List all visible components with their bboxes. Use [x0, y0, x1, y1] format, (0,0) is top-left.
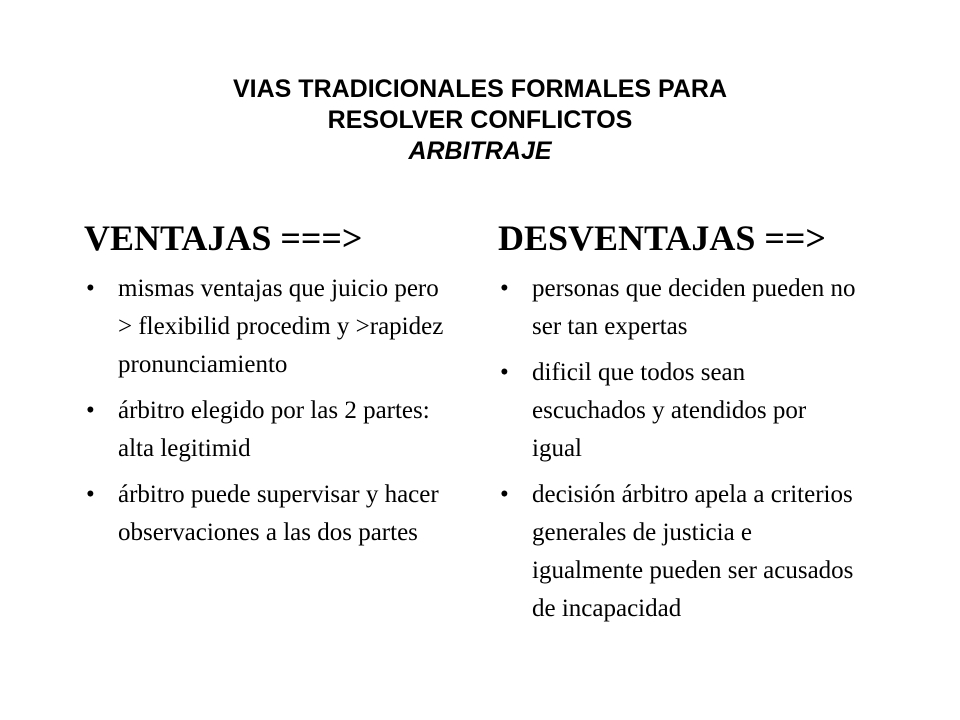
list-item-text: árbitro puede supervisar y hacer observaciones a las dos partes — [118, 481, 439, 546]
advantages-list — [84, 270, 464, 552]
bullet-icon: • — [86, 481, 95, 508]
bullet-icon: • — [500, 481, 509, 508]
list-item-text: mismas ventajas que juicio pero > flexibilid procedim y >rapidez pronunciamiento — [118, 275, 444, 378]
title-subtitle: ARBITRAJE — [408, 137, 552, 165]
list-item — [498, 270, 862, 346]
list-item — [498, 476, 862, 628]
list-item-text: árbitro elegido por las 2 partes: alta legitimid — [118, 397, 430, 462]
advantages-column — [84, 216, 464, 560]
disadvantages-heading: DESVENTAJAS ==> — [498, 218, 826, 258]
title-line-1: VIAS TRADICIONALES FORMALES PARA — [233, 75, 727, 103]
list-item — [84, 476, 456, 552]
bullet-icon: • — [500, 359, 509, 386]
title-line-2: RESOLVER CONFLICTOS — [327, 106, 633, 134]
disadvantages-list — [498, 270, 888, 628]
list-item — [84, 392, 456, 468]
advantages-heading: VENTAJAS ===> — [84, 218, 363, 258]
bullet-icon: • — [500, 275, 509, 302]
list-item — [84, 270, 456, 384]
bullet-icon: • — [86, 397, 95, 424]
list-item-text: decisión árbitro apela a criterios generales de justicia e igualmente pueden ser acusados de incapacidad — [532, 481, 854, 622]
bullet-icon: • — [86, 275, 95, 302]
list-item-text: dificil que todos sean escuchados y atendidos por igual — [532, 359, 807, 462]
slide-title — [80, 74, 880, 167]
list-item — [498, 354, 862, 468]
list-item-text: personas que deciden pueden no ser tan expertas — [532, 275, 856, 340]
disadvantages-column — [498, 216, 888, 636]
